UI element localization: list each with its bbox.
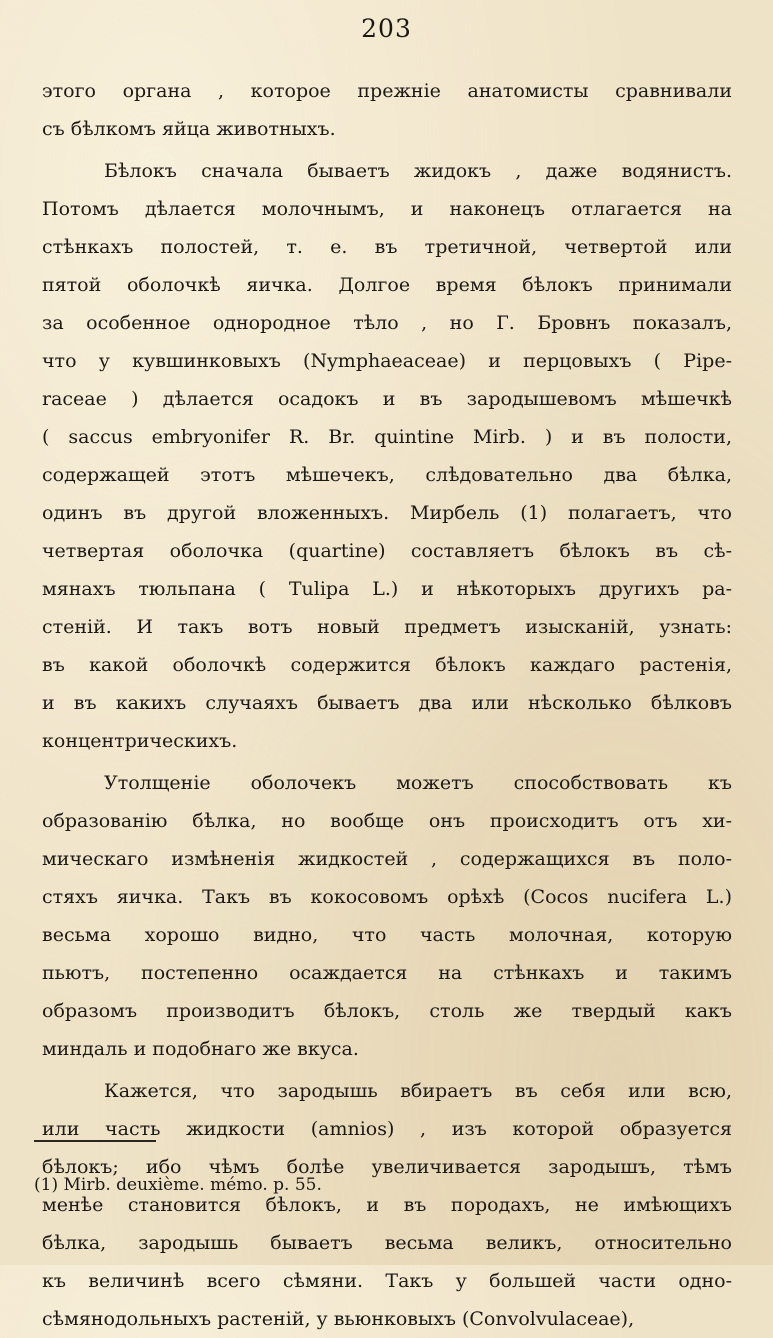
text-line: съ бѣлкомъ яйца животныхъ.	[42, 118, 336, 140]
text-line: Бѣлокъ сначала бываетъ жидокъ , даже водянистъ.	[104, 160, 732, 182]
text-line: концентрическихъ.	[42, 730, 238, 752]
body-text	[42, 72, 732, 1338]
text-line: Потомъ дѣлается молочнымъ, и наконецъ отлагается на	[42, 198, 732, 220]
text-line: что у кувшинковыхъ (Nymphaeaceae) и перцовыхъ ( Pipe-	[42, 350, 732, 372]
text-line: стѣнкахъ полостей, т. е. въ третичной, четвертой или	[42, 236, 732, 258]
footnote: (1) Mirb. deuxième. mémo. p. 55.	[34, 1175, 322, 1195]
text-line: Кажется, что зародышь вбираетъ въ себя или всю,	[104, 1080, 732, 1102]
text-line: этого органа , которое прежніе анатомисты сравнивали	[42, 80, 732, 102]
text-line: стеній. И такъ вотъ новый предметъ изысканій, узнать:	[42, 616, 732, 638]
text-line: содержащей этотъ мѣшечекъ, слѣдовательно два бѣлка,	[42, 464, 732, 486]
text-line: пятой оболочкѣ яичка. Долгое время бѣлокъ принимали	[42, 274, 732, 296]
text-line: ( saccus embryonifer R. Br. quintine Mirb. ) и въ полости,	[42, 426, 732, 448]
text-line: менѣе становится бѣлокъ, и въ породахъ, не имѣющихъ	[42, 1194, 732, 1216]
text-line: и въ какихъ случаяхъ бываетъ два или нѣсколько бѣлковъ	[42, 692, 732, 714]
text-line: бѣлка, зародышь бываетъ весьма великъ, относительно	[42, 1232, 732, 1254]
text-line: или часть жидкости (amnios) , изъ которой образуется	[42, 1118, 732, 1140]
text-line: миндаль и подобнаго же вкуса.	[42, 1038, 359, 1060]
footnote-rule	[34, 1140, 156, 1142]
text-line: бѣлокъ; ибо чѣмъ болѣе увеличивается зародышъ, тѣмъ	[42, 1156, 732, 1178]
text-line: мическаго измѣненія жидкостей , содержащихся въ поло-	[42, 848, 732, 870]
text-line: одинъ въ другой вложенныхъ. Мирбель (1) полагаетъ, что	[42, 502, 732, 524]
text-line: къ величинѣ всего сѣмяни. Такъ у большей части одно-	[42, 1270, 732, 1292]
text-line: образомъ производитъ бѣлокъ, столь же твердый какъ	[42, 1000, 732, 1022]
text-line: Утолщеніе оболочекъ можетъ способствовать къ	[104, 772, 732, 794]
page-number: 203	[361, 14, 412, 43]
text-line: мянахъ тюльпана ( Tulipa L.) и нѣкоторыхъ другихъ ра-	[42, 578, 732, 600]
text-line: стяхъ яичка. Такъ въ кокосовомъ орѣхѣ (Cocos nucifera L.)	[42, 886, 732, 908]
text-line: сѣмянодольныхъ растеній, у вьюнковыхъ (Convolvulaceae),	[42, 1308, 635, 1330]
text-line: весьма хорошо видно, что часть молочная, которую	[42, 924, 732, 946]
text-line: за особенное однородное тѣло , но Г. Бровнъ показалъ,	[42, 312, 732, 334]
text-line: образованію бѣлка, но вообще онъ происходитъ отъ хи-	[42, 810, 732, 832]
text-line: пьютъ, постепенно осаждается на стѣнкахъ и такимъ	[42, 962, 732, 984]
text-line: raceae ) дѣлается осадокъ и въ зародышевомъ мѣшечкѣ	[42, 388, 732, 410]
text-line: четвертая оболочка (quartine) составляетъ бѣлокъ въ сѣ-	[42, 540, 732, 562]
text-line: въ какой оболочкѣ содержится бѣлокъ каждаго растенія,	[42, 654, 732, 676]
